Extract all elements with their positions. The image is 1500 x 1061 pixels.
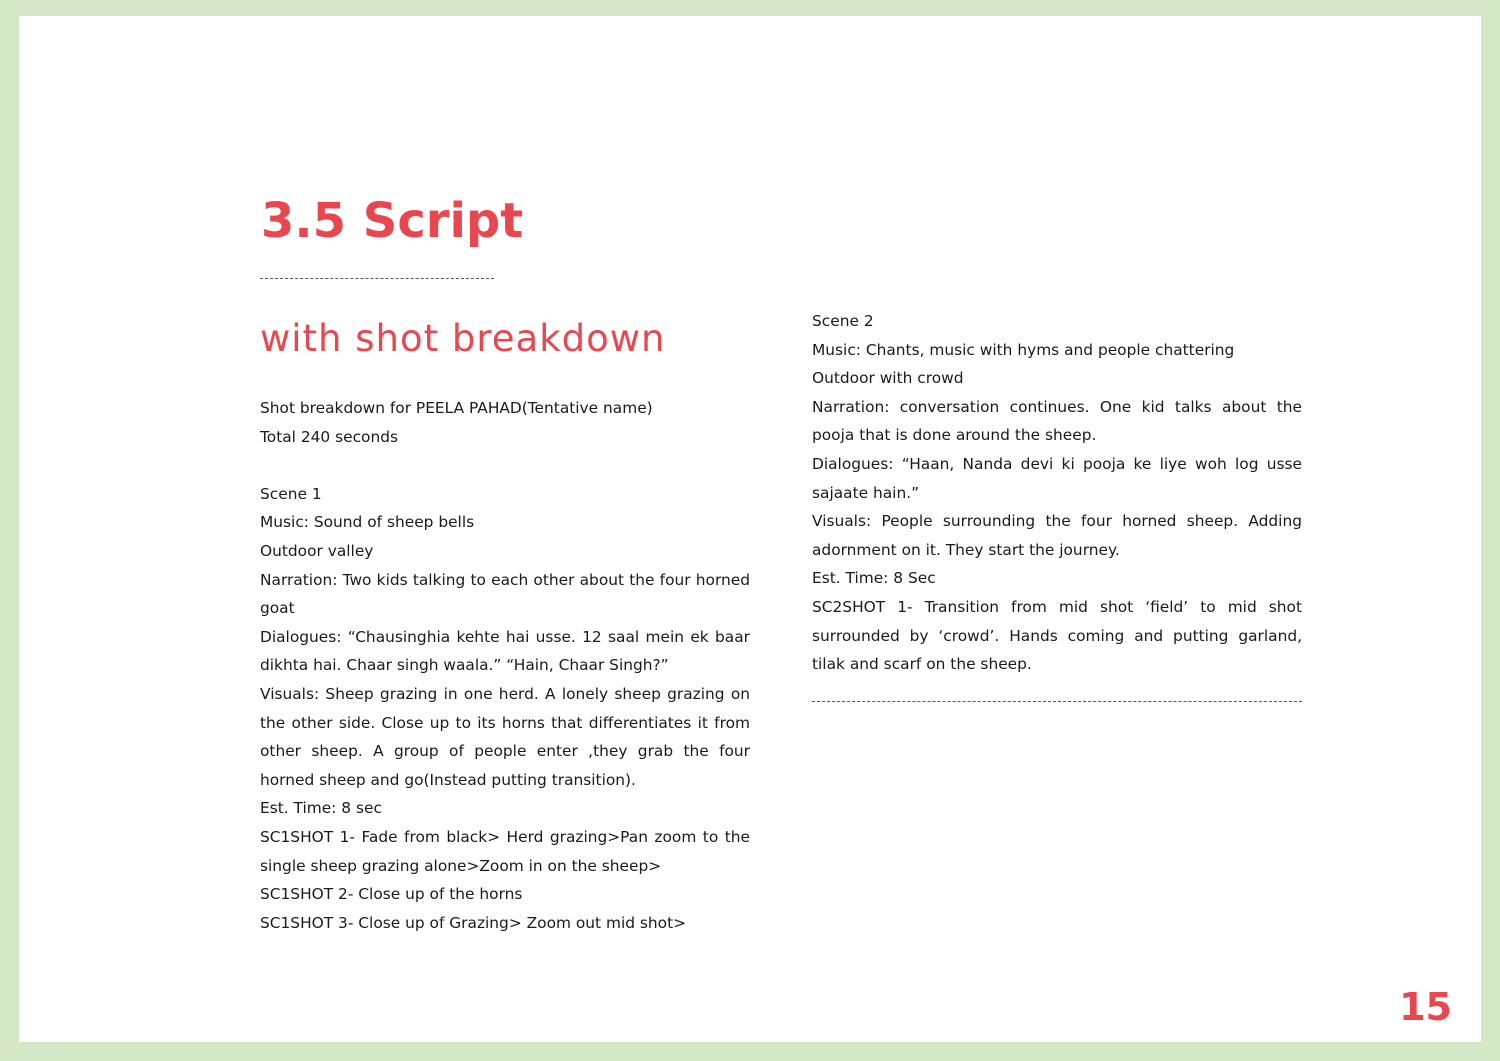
- page-subtitle: with shot breakdown: [260, 317, 666, 360]
- scene-shot: SC1SHOT 1- Fade from black> Herd grazing>Pan zoom to the single sheep grazing alone>Zoom in on the sheep>: [260, 827, 750, 875]
- scene-location: Outdoor valley: [260, 541, 374, 560]
- scene-shot: SC1SHOT 3- Close up of Grazing> Zoom out mid shot>: [260, 913, 687, 932]
- scene-heading: Scene 1: [260, 484, 322, 503]
- scene-heading: Scene 2: [812, 312, 874, 330]
- scene-location: Outdoor with crowd: [812, 369, 964, 388]
- scene-est-time: Est. Time: 8 Sec: [812, 569, 936, 588]
- scene-shot: SC2SHOT 1- Transition from mid shot ‘field’ to mid shot surrounded by ‘crowd’. Hands coming and putting garland, tilak and scarf on the sheep.: [812, 597, 1302, 674]
- scene-dialogues: Dialogues: “Chausinghia kehte hai usse. 12 saal mein ek baar dikhta hai. Chaar singh waala.” “Hain, Chaar Singh?”: [260, 627, 750, 675]
- scene-music: Music: Sound of sheep bells: [260, 513, 475, 532]
- document-page: [19, 16, 1481, 1042]
- section-end-divider: [812, 701, 1302, 702]
- page-title: 3.5 Script: [261, 193, 524, 249]
- scene-visuals: Visuals: Sheep grazing in one herd. A lonely sheep grazing on the other side. Close up to its horns that differentiates it from other sheep. A group of people enter ,they grab the four horned sheep and go(Instead putting transition).: [260, 684, 750, 789]
- intro-line: Shot breakdown for PEELA PAHAD(Tentative name): [260, 399, 653, 417]
- intro-line: Total 240 seconds: [260, 427, 399, 446]
- right-column: [812, 307, 1302, 679]
- scene-narration: Narration: conversation continues. One kid talks about the pooja that is done around the sheep.: [812, 397, 1302, 445]
- title-divider: [260, 278, 494, 279]
- scene-dialogues: Dialogues: “Haan, Nanda devi ki pooja ke liye woh log usse sajaate hain.”: [812, 454, 1302, 502]
- scene-shot: SC1SHOT 2- Close up of the horns: [260, 885, 523, 904]
- scene-est-time: Est. Time: 8 sec: [260, 799, 382, 818]
- scene-visuals: Visuals: People surrounding the four horned sheep. Adding adornment on it. They start the journey.: [812, 512, 1302, 559]
- scene-music: Music: Chants, music with hyms and people chattering: [812, 340, 1235, 359]
- page-number: 15: [1399, 985, 1452, 1029]
- scene-narration: Narration: Two kids talking to each other about the four horned goat: [260, 570, 750, 618]
- left-column: [260, 394, 750, 937]
- spacer: [260, 451, 750, 480]
